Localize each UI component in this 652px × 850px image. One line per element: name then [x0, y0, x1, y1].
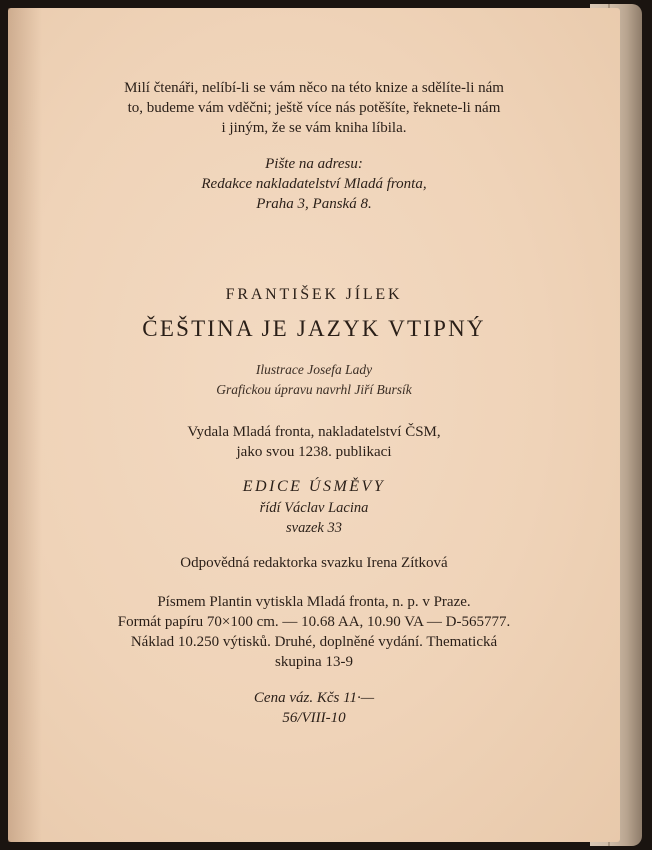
book-title: ČEŠTINA JE JAZYK VTIPNÝ	[142, 316, 486, 341]
price-block	[8, 688, 620, 728]
reader-note-line-1: Milí čtenáři, nelíbí-li se vám něco na této knize a sdělíte-li nám	[124, 80, 504, 96]
address-block	[8, 154, 620, 214]
address-line-3: Praha 3, Panská 8.	[256, 196, 372, 212]
book-page	[8, 8, 620, 842]
catalog-code: 56/VIII-10	[282, 710, 346, 726]
reader-note-line-2: to, budeme vám vděčni; ještě více nás potěšíte, řeknete-li nám	[127, 100, 501, 116]
reader-note-line-3: i jiným, že se vám kniha líbila.	[221, 120, 407, 136]
print-info-line-1: Písmem Plantin vytiskla Mladá fronta, n. p. v Praze.	[157, 594, 471, 610]
address-line-1: Pište na adresu:	[265, 156, 363, 172]
publisher-block	[8, 422, 620, 462]
publisher-line-1: Vydala Mladá fronta, nakladatelství ČSM,	[187, 424, 441, 440]
series-editor: řídí Václav Lacina	[259, 500, 369, 516]
illustration-credit: Ilustrace Josefa Lady	[255, 362, 373, 377]
print-info-line-2: Formát papíru 70×100 cm. — 10.68 AA, 10.90 VA — D-565777.	[117, 614, 511, 630]
series-name: EDICE ÚSMĚVY	[242, 478, 386, 495]
print-info-line-4: skupina 13-9	[275, 654, 353, 670]
price-line: Cena váz. Kčs 11·—	[253, 690, 375, 706]
publisher-line-2: jako svou 1238. publikaci	[236, 444, 392, 460]
series-volume: svazek 33	[286, 520, 342, 536]
address-line-2: Redakce nakladatelství Mladá fronta,	[201, 176, 427, 192]
editor-line: Odpovědná redaktorka svazku Irena Zítková	[180, 555, 448, 571]
print-info-line-3: Náklad 10.250 výtisků. Druhé, doplněné vydání. Thematická	[130, 634, 498, 650]
design-credit: Grafickou úpravu navrhl Jiří Bursík	[216, 382, 412, 397]
credits-block	[8, 360, 620, 400]
author-name: FRANTIŠEK JÍLEK	[225, 286, 403, 303]
reader-note	[8, 78, 620, 138]
print-info	[8, 592, 620, 672]
